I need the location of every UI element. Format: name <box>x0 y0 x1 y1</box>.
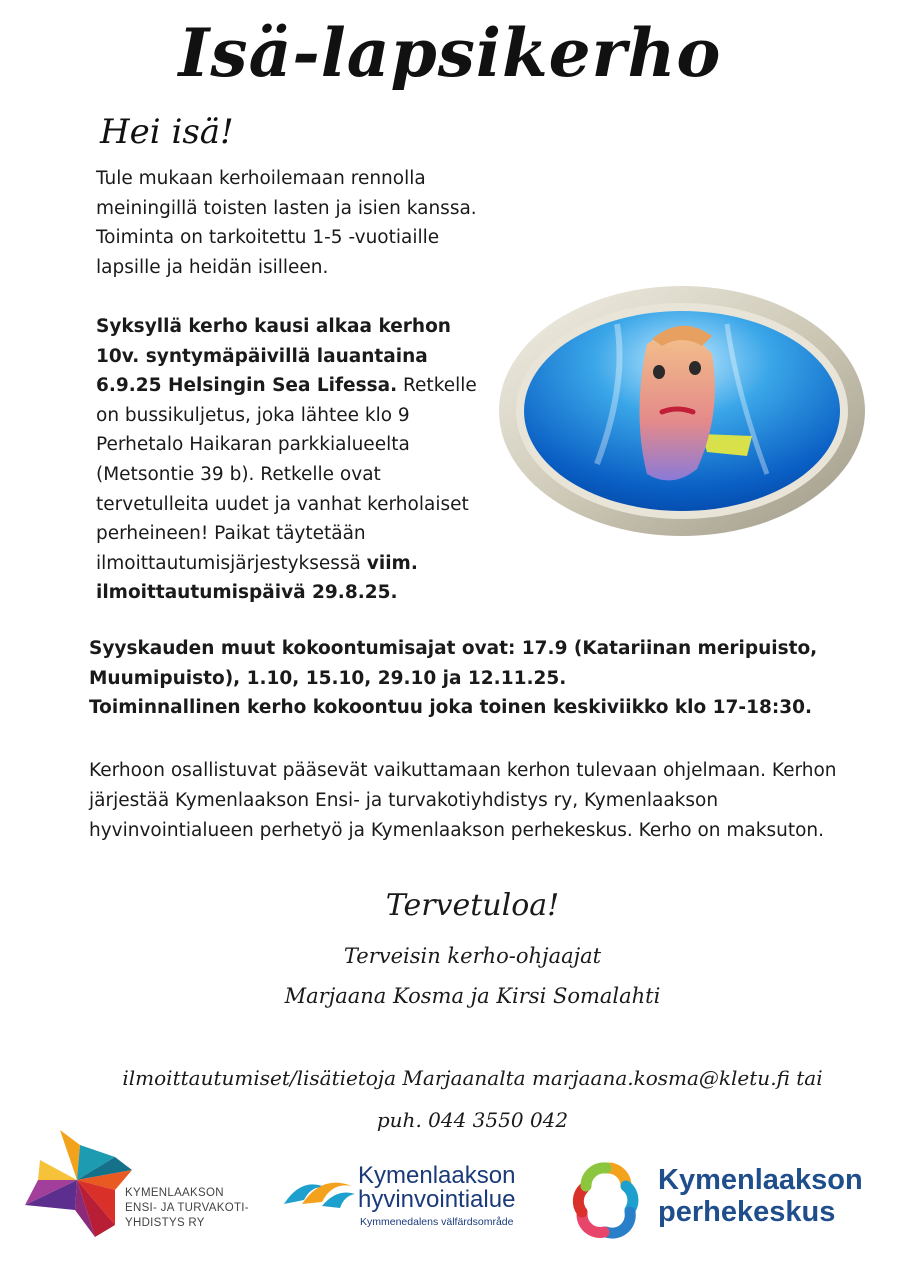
schedule-dates: Syyskauden muut kokoontumisajat ovat: 17.9 (Katariinan meripuisto, Muumipuisto), 1.10, 15.10, 29.10 ja 12.11.25. <box>89 638 818 689</box>
perhekeskus-name-1: Kymenlaakson <box>658 1164 863 1196</box>
info-paragraph: Kerhoon osallistuvat pääsevät vaikuttamaan kerhon tulevaan ohjelmaan. Kerhon järjestää Kymenlaakson Ensi- ja turvakotiyhdistys ry, Kymenlaakson hyvinvointialueen perhetyö ja Kymenlaakson perhekeskus. Kerho on maksuton. <box>89 760 837 841</box>
ensikoti-logo-line-1: KYMENLAAKSON <box>125 1187 224 1199</box>
hyvinvointialue-name-1: Kymenlaakson <box>358 1162 516 1189</box>
ensikoti-logo-line-2: ENSI- JA TURVAKOTI- <box>125 1202 249 1214</box>
contact-line-2: puh. 044 3550 042 <box>376 1108 569 1132</box>
intro-section <box>96 164 496 608</box>
rings-logo-icon <box>568 1160 648 1240</box>
signature-line-1: Terveisin kerho-ohjaajat <box>343 944 602 968</box>
info-section <box>89 756 869 846</box>
trip-details-text: Retkelle on bussikuljetus, joka lähtee klo 9 Perhetalo Haikaran parkkialueelta (Metsontie 39 b). Retkelle ovat tervetulleita uudet ja vanhat kerholaiset perheineen! Paikat täytetään ilmoittautumisjärjestyksessä <box>96 375 477 574</box>
wave-logo-icon <box>282 1166 357 1216</box>
intro-paragraph: Tule mukaan kerhoilemaan rennolla meiningillä toisten lasten ja isien kanssa. Toiminta on tarkoitettu 1-5 -vuotiaille lapsille ja heidän isilleen. <box>96 168 477 278</box>
perhekeskus-logo <box>568 1160 888 1242</box>
trip-paragraph <box>96 312 496 608</box>
pinwheel-logo-icon <box>20 1125 135 1243</box>
signature-line-2: Marjaana Kosma ja Kirsi Somalahti <box>284 984 661 1008</box>
ensikoti-logo <box>20 1125 270 1245</box>
hyvinvointialue-logo <box>282 1158 562 1238</box>
fish-porthole-image <box>497 284 867 538</box>
page-title: Isä-lapsikerho <box>178 14 722 92</box>
hyvinvointialue-subtitle: Kymmenedalens välfärdsområde <box>360 1216 514 1228</box>
perhekeskus-name-2: perhekeskus <box>658 1196 836 1228</box>
ensikoti-logo-text <box>125 1186 249 1231</box>
welcome-text: Tervetuloa! <box>385 888 560 923</box>
ensikoti-logo-line-3: YHDISTYS RY <box>125 1217 205 1229</box>
greeting-heading: Hei isä! <box>100 112 234 152</box>
contact-line-1: ilmoittautumiset/lisätietoja Marjaanalta marjaana.kosma@kletu.fi tai <box>122 1066 823 1090</box>
schedule-section <box>89 634 869 723</box>
hyvinvointialue-name-2: hyvinvointialue <box>358 1186 516 1213</box>
schedule-time: Toiminnallinen kerho kokoontuu joka toinen keskiviikko klo 17-18:30. <box>89 697 812 719</box>
registration-deadline: viim. ilmoittautumispäivä 29.8.25. <box>96 552 418 604</box>
season-start-text: Syksyllä kerho kausi alkaa kerhon 10v. syntymäpäivillä lauantaina 6.9.25 Helsingin Sea Lifessa. <box>96 315 451 397</box>
